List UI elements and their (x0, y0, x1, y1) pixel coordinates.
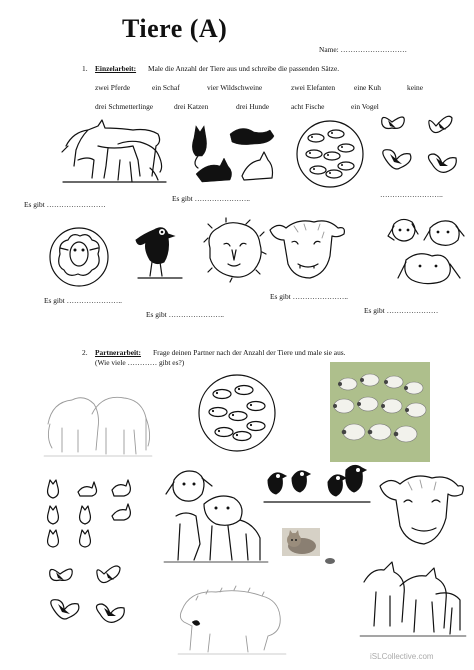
watermark: iSLCollective.com (370, 652, 434, 661)
phrase: zwei Pferde (95, 83, 131, 92)
birds-icon (262, 462, 372, 512)
task1-number: 1. (82, 64, 88, 73)
phrase: keine (407, 83, 424, 92)
phrase: vier Wildschweine (207, 83, 263, 92)
wild-boar-icon (176, 570, 288, 660)
fish-circle-icon (196, 372, 278, 454)
phrase: drei Katzen (174, 102, 209, 111)
task2-label: Partnerarbeit: (95, 348, 141, 357)
fish-circle-icon (294, 118, 366, 190)
answer-line[interactable]: Es gibt ………………….. (172, 194, 251, 203)
phrase: drei Schmetterlinge (95, 102, 154, 111)
answer-line[interactable]: Es gibt …………………… (24, 200, 106, 209)
task1-text: Male die Anzahl der Tiere aus und schreibe die passenden Sätze. (148, 64, 340, 73)
cats-icon (184, 116, 284, 188)
page-title: Tiere (A) (122, 14, 228, 43)
answer-line[interactable]: Es gibt ………………… (364, 306, 439, 315)
dogs-icon (384, 212, 470, 292)
butterflies-icon (44, 560, 136, 640)
mouse-icon (324, 556, 338, 566)
bird-icon (134, 222, 184, 290)
sheep-herd-icon (330, 362, 430, 462)
horses-icon (58, 116, 168, 188)
butterflies-icon (376, 108, 468, 188)
phrase: eine Kuh (354, 83, 381, 92)
answer-line[interactable]: Es gibt ………………….. (270, 292, 349, 301)
cats-icon (40, 474, 140, 548)
phrase: ein Vogel (351, 102, 379, 111)
lion-icon (202, 218, 268, 284)
elephants-icon (42, 384, 154, 462)
horses-icon (356, 556, 468, 646)
task2-text: Frage deinen Partner nach der Anzahl der Tiere und male sie aus. (153, 348, 346, 357)
answer-line[interactable]: …………………….. (380, 190, 443, 199)
phrase: drei Hunde (236, 102, 270, 111)
phrase: zwei Elefanten (291, 83, 336, 92)
phrase: ein Schaf (152, 83, 180, 92)
sheep-icon (48, 226, 110, 288)
cow-icon (264, 212, 348, 284)
dogs-icon (160, 464, 272, 568)
name-field[interactable]: Name: ……………………… (319, 45, 408, 54)
task1-label: Einzelarbeit: (95, 64, 137, 73)
task2-text2: (Wie viele ………… gibt es?) (95, 358, 185, 367)
cow-icon (374, 466, 468, 550)
kitten-icon (282, 528, 320, 556)
answer-line[interactable]: Es gibt ………………….. (146, 310, 225, 319)
phrase: acht Fische (291, 102, 325, 111)
answer-line[interactable]: Es gibt ………………….. (44, 296, 123, 305)
task2-number: 2. (82, 348, 88, 357)
